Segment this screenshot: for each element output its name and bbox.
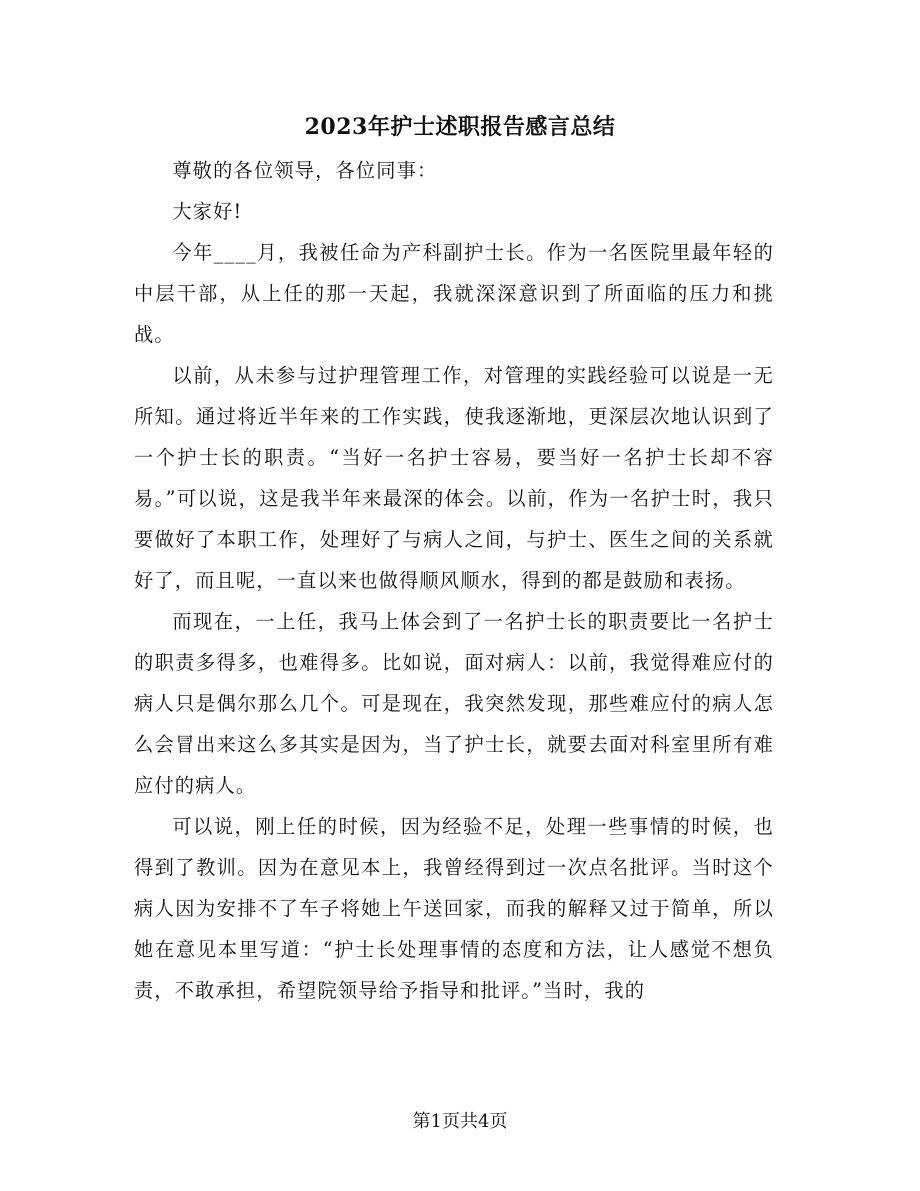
paragraph: 今年____月，我被任命为产科副护士长。作为一名医院里最年轻的中层干部，从上任的那一天起，我就深深意识到了所面临的压力和挑战。 [134, 241, 774, 346]
paragraph: 以前，从未参与过护理管理工作，对管理的实践经验可以说是一无所知。通过将近半年来的工作实践，使我逐渐地，更深层次地认识到了一个护士长的职责。“当好一名护士容易，要当好一名护士长却不容易。”可以说，这是我半年来最深的体会。以前，作为一名护士时，我只要做好了本职工作，处理好了与病人之间，与护士、医生之间的关系就好了，而且呢，一直以来也做得顺风顺水，得到的都是鼓励和表扬。 [134, 364, 774, 592]
paragraph-greeting: 大家好! [172, 200, 243, 223]
paragraph-salutation: 尊敬的各位领导，各位同事： [172, 159, 438, 182]
document-title: 2023年护士述职报告感言总结 [304, 114, 616, 140]
paragraph: 而现在，一上任，我马上体会到了一名护士长的职责要比一名护士的职责多得多，也难得多。比如说，面对病人：以前，我觉得难应付的病人只是偶尔那么几个。可是现在，我突然发现，那些难应付的病人怎么会冒出来这么多其实是因为，当了护士长，就要去面对科室里所有难应付的病人。 [134, 610, 774, 797]
page-number-footer: 第1页共4页 [412, 1111, 508, 1132]
paragraph: 可以说，刚上任的时候，因为经验不足，处理一些事情的时候，也得到了教训。因为在意见本上，我曾经得到过一次点名批评。当时这个病人因为安排不了车子将她上午送回家，而我的解释又过于简单，所以她在意见本里写道：“护士长处理事情的态度和方法，让人感觉不想负责，不敢承担，希望院领导给予指导和批评。”当时，我的 [134, 815, 774, 1002]
document-body [134, 150, 774, 1011]
